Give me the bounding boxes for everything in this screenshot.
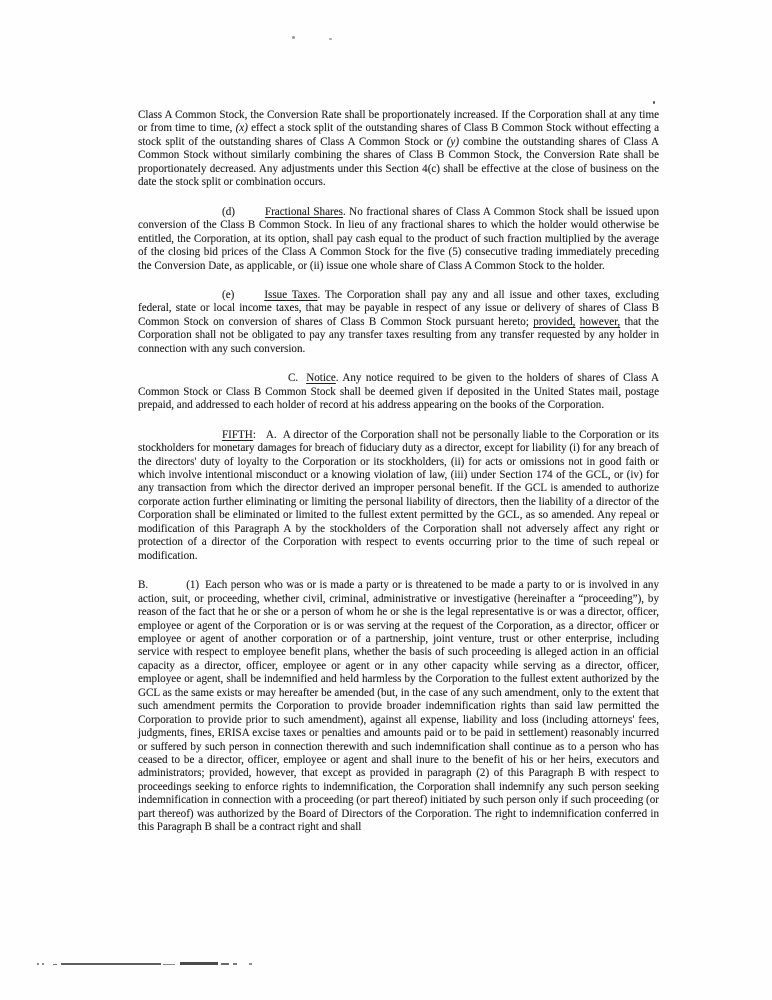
emphasized-term: provided, xyxy=(533,315,576,328)
emphasized-term: however, xyxy=(579,315,621,328)
paragraph-issue-taxes xyxy=(138,289,659,356)
clause-heading: Issue Taxes xyxy=(264,288,318,301)
scan-artifact-line xyxy=(53,964,57,965)
scan-artifact-line xyxy=(249,963,252,965)
scan-speck xyxy=(653,101,655,104)
scan-speck xyxy=(329,38,332,40)
scan-artifact-line xyxy=(221,963,229,965)
scan-artifact-line xyxy=(37,963,39,965)
scan-artifact-line xyxy=(61,963,161,965)
paragraph-notice xyxy=(138,372,659,412)
scan-speck xyxy=(292,36,295,39)
scan-artifact-line xyxy=(180,962,218,965)
variable-x: (x) xyxy=(235,122,248,135)
punctuation: : xyxy=(252,428,256,441)
body-text: . No fractional shares of Class A Common Stock shall be issued upon conversion of the Class B Common Stock. In lieu of any fractional shares to which the holder would otherwise be entitled, the Corporation, at its option, shall pay cash equal to the product of such fraction multiplied by the average of the closing bid prices of the Class A Common Stock for the five (5) consecutive trading immediately preceding the Conversion Date, as applicable, or (ii) issue one whole share of Class A Common Stock to the holder. xyxy=(138,205,659,272)
body-text: . The Corporation shall pay any and all issue and other taxes, excluding federal, state or local income taxes, that may be payable in respect of any issue or delivery of shares of Class B Common Stock on conversion of shares of Class B Common Stock pursuant hereto; xyxy=(138,288,659,328)
paragraph-fifth-article xyxy=(138,429,659,564)
body-text: . Any notice required to be given to the holders of shares of Class A Common Stock or Class B Common Stock shall be deemed given if deposited in the United States mail, postage prepaid, and addressed to each holder of record at his address appearing on the books of the Corporation. xyxy=(138,372,659,412)
clause-heading: Notice xyxy=(306,372,336,385)
paragraph-fractional-shares xyxy=(138,206,659,273)
body-text: Class A Common Stock, the Conversion Rate shall be proportionately increased. If the Corporation shall at any time or from time to time, xyxy=(138,109,659,135)
body-text: Each person who was or is made a party or is threatened to be made a party to or is involved in any action, suit, or proceeding, whether civil, criminal, administrative or investigative (hereinafter a “proceeding”), by reason of the fact that he or she or a person of whom he or she is the legal representative is or was a director, officer, employee or agent of the Corporation or is or was serving at the request of the Corporation, as a director, officer or employee or agent of another corporation or of a partnership, joint venture, trust or other enterprise, including service with respect to employee benefit plans, whether the basis of such proceeding is alleged action in an official capacity as a director, officer, employee or agent or in any other capacity while serving as a director, officer, employee or agent, shall be indemnified and held harmless by the Corporation to the fullest extent authorized by the GCL as the same exists or may hereafter be amended (but, in the case of any such amendment, only to the extent that such amendment permits the Corporation to provide broader indemnification rights than said law permitted the Corporation to provide prior to such amendment), against all expense, liability and loss (including attorneys' fees, judgments, fines, ERISA excise taxes or penalties and amounts paid or to be paid in settlement) reasonably incurred or suffered by such person in connection therewith and such indemnification shall continue as to a person who has ceased to be a director, officer, employee or agent and shall inure to the benefit of his or her heirs, executors and administrators; provided, however, that except as provided in paragraph (2) of this Paragraph B with respect to proceedings seeking to enforce rights to indemnification, the Corporation shall indemnify any such person seeking indemnification in connection with a proceeding (or part thereof) initiated by such person only if such proceeding (or part thereof) was authorized by the Board of Directors of the Corporation. The right to indemnification conferred in this Paragraph B shall be a contract right and shall xyxy=(138,579,659,834)
body-text: combine the outstanding shares of Class A Common Stock without similarly combining the shares of Class B Common Stock, the Conversion Rate shall be proportionately decreased. Any adjustments under this Section 4(c) shall be effective at the close of business on the date the stock split or combination occurs. xyxy=(138,135,659,189)
clause-label: (d) xyxy=(222,205,235,218)
clause-label: B. xyxy=(138,579,149,592)
clause-heading: Fractional Shares xyxy=(264,205,343,218)
article-heading: FIFTH xyxy=(222,428,253,441)
scan-artifact-line xyxy=(233,963,237,965)
body-text: effect a stock split of the outstanding shares of Class B Common Stock without effecting a stock split of the outstanding shares of Class A Common Stock or xyxy=(138,122,659,148)
sub-clause-label: (1) xyxy=(186,579,200,592)
scan-artifact-line xyxy=(163,964,175,965)
paragraph-conversion-rate xyxy=(138,109,659,190)
clause-label: (e) xyxy=(222,288,235,301)
paragraph-b1-indemnification xyxy=(138,579,659,835)
variable-y: (y) xyxy=(446,135,460,148)
document-text-block xyxy=(138,109,659,851)
body-text: A director of the Corporation shall not be personally liable to the Corporation or its stockholders for monetary damages for breach of fiduciary duty as a director, except for liability (i) for any breach of the directors' duty of loyalty to the Corporation or its stockholders, (ii) for acts or omissions not in good faith or which involve intentional misconduct or a knowing violation of law, (iii) under Section 174 of the GCL, or (iv) for any transaction from which the director derived an improper personal benefit. If the GCL is amended to authorize corporate action further eliminating or limiting the personal liability of directors, then the liability of a director of the Corporation shall be eliminated or limited to the fullest extent permitted by the GCL, as so amended. Any repeal or modification of this Paragraph A by the stockholders of the Corporation shall not adversely affect any right or protection of a director of the Corporation with respect to events occurring prior to the time of such repeal or modification. xyxy=(138,428,659,562)
clause-label: C. xyxy=(288,372,299,385)
scan-artifact-line xyxy=(42,963,44,965)
body-text: that the Corporation shall not be obligated to pay any transfer taxes resulting from any transfer requested by any holder in connection with any such conversion. xyxy=(138,315,659,355)
sub-clause-label: A. xyxy=(265,428,277,441)
